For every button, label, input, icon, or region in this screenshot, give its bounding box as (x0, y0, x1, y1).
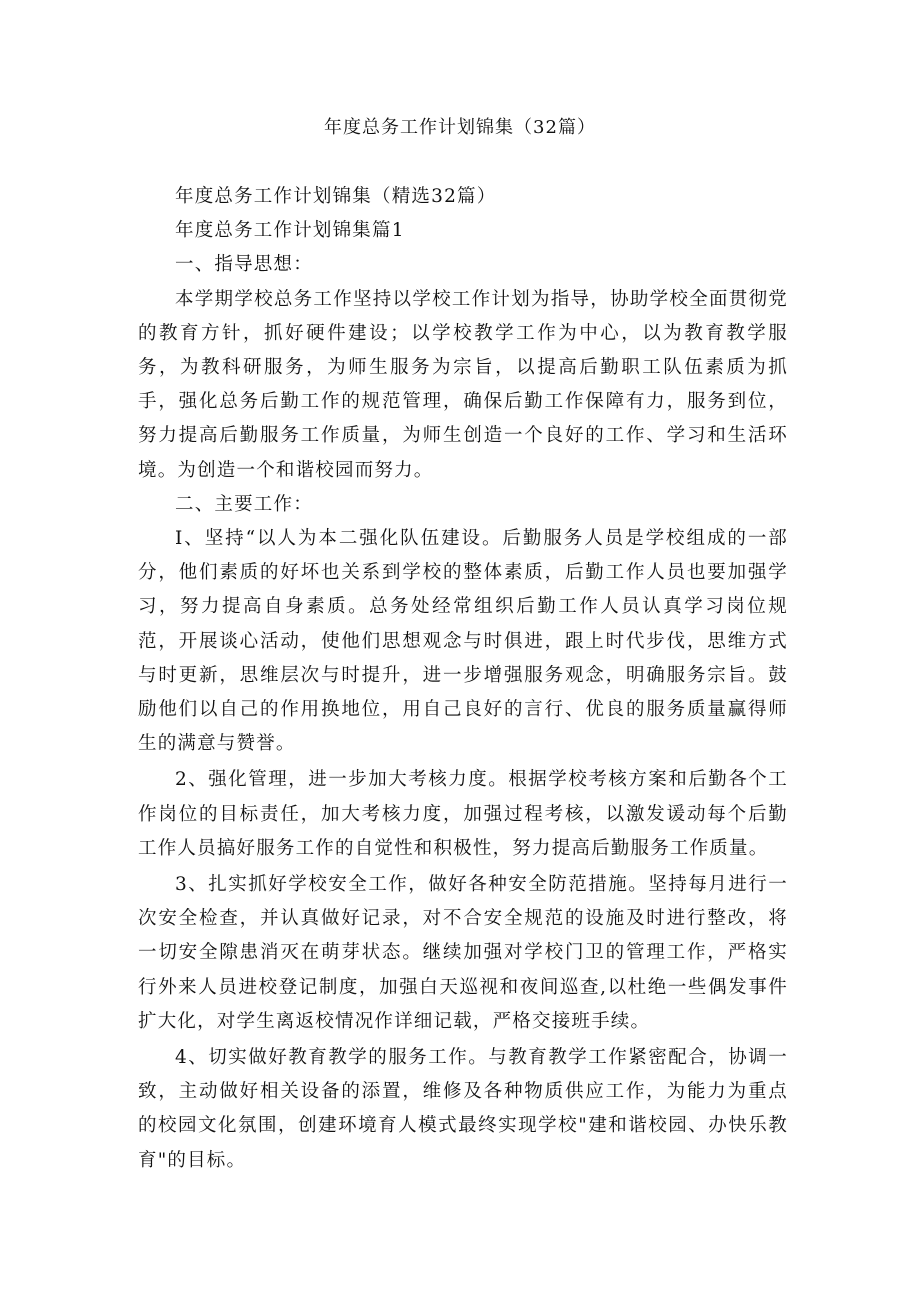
document-title: 年度总务工作计划锦集（32篇） (324, 117, 596, 138)
main-work-heading: 二、主要工作： (175, 493, 313, 515)
work-item-4-paragraph: 4、切实做好教育教学的服务工作。与教育教学工作紧密配合，协调一致，主动做好相关设备的添置，维修及各种物质供应工作，为能力为重点的校园文化氛围，创建环境育人模式最终实现学校"建和谐校园、办快乐教育"的目标。 (138, 1047, 788, 1171)
section-heading-paragraph: 年度总务工作计划锦集篇1 (175, 220, 405, 242)
guiding-thought-paragraph: 本学期学校总务工作坚持以学校工作计划为指导，协助学校全面贯彻党的教育方针，抓好硬件建设；以学校教学工作为中心，以为教育教学服务，为教科研服务，为师生服务为宗旨，以提高后勤职工队伍素质为抓手，强化总务后勤工作的规范管理，确保后勤工作保障有力，服务到位，努力提高后勤服务工作质量，为师生创造一个良好的工作、学习和生活环境。为创造一个和谐校园而努力。 (138, 288, 788, 481)
work-item-3-paragraph: 3、扎实抓好学校安全工作，做好各种安全防范措施。坚持每月进行一次安全检查，并认真做好记录，对不合安全规范的设施及时进行整改，将一切安全隙患消灭在萌芽状态。继续加强对学校门卫的管理工作，严格实行外来人员进校登记制度，加强白天巡视和夜间巡查,以杜绝一些偶发事件扩大化，对学生离返校情况作详细记载，严格交接班手续。 (138, 874, 788, 1032)
document-body (138, 180, 788, 1178)
work-item-2-paragraph: 2、强化管理，进一步加大考核力度。根据学校考核方案和后勤各个工作岗位的目标责任，加大考核力度，加强过程考核，以激发谖动每个后勤工作人员搞好服务工作的自觉性和积极性，努力提高后勤服务工作质量。 (138, 769, 788, 859)
subtitle-paragraph: 年度总务工作计划锦集（精选32篇） (175, 186, 497, 207)
guiding-thought-heading: 一、指导思想： (175, 254, 313, 276)
work-item-1-paragraph: I、坚持“以人为本二强化队伍建设。后勤服务人员是学校组成的一部分，他们素质的好坏也关系到学校的整体素质，后勤工作人员也要加强学习，努力提高自身素质。总务处经常组织后勤工作人员认真学习岗位规范，开展谈心活动，使他们思想观念与时俱进，跟上时代步伐，思维方式与时更新，思维层次与时提升，进一步增强服务观念，明确服务宗旨。鼓励他们以自己的作用换地位，用自己良好的言行、优良的服务质量赢得师生的满意与赞誉。 (138, 528, 788, 755)
